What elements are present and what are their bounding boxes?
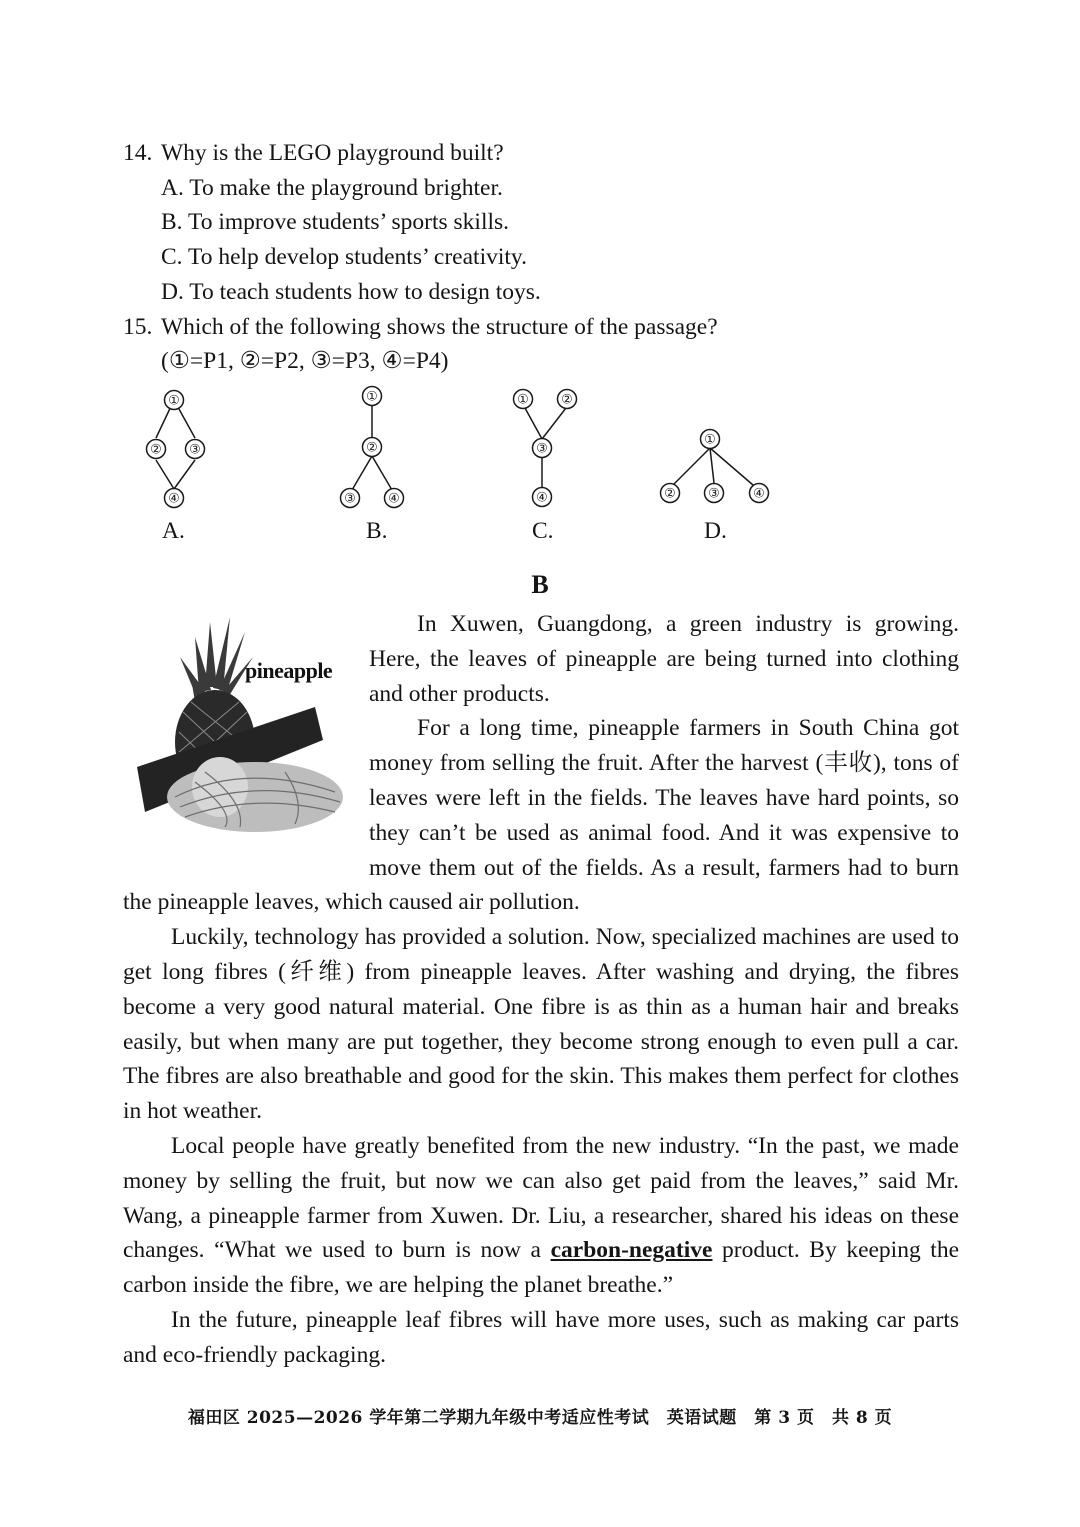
diagram-label-b: B.: [366, 518, 388, 544]
node-4: [533, 488, 552, 507]
question-15-stem: 15. Which of the following shows the structure of the passage?: [123, 313, 718, 340]
node-1: [514, 390, 533, 409]
svg-text:④: ④: [753, 486, 765, 502]
svg-text:①: ①: [704, 432, 716, 448]
svg-text:②: ②: [150, 442, 162, 458]
article-paragraph-4: Local people have greatly benefited from the new industry. “In the past, we made money by selling the fruit, but now we can also get paid from the leaves,” said Mr. Wang, a pineapple farmer from Xuwen. Dr. Liu, a researcher, shared his ideas on these changes. “What we used to burn is now a carbon-negative product. By keeping the carbon inside the fibre, we are helping the planet breathe.”: [123, 1132, 960, 1299]
node-2: [661, 484, 680, 503]
node-1: [701, 430, 720, 449]
node-4: [385, 489, 404, 508]
keyword-carbon-negative: carbon-negative: [550, 1237, 713, 1264]
article-paragraph-2: For a long time, pineapple farmers in South China got money from selling the fruit. After the harvest (丰收), tons of leaves were left in the fields. The leaves have hard points, so they can’t be used as animal food. And it was expensive to move them out of the fields. As a result, farmers had to burn the pineapple leaves, which caused air pollution.: [123, 715, 959, 916]
node-2: [558, 390, 577, 409]
node-1: [363, 387, 382, 406]
option-14-c: C. To help develop students’ creativity.: [161, 244, 528, 271]
svg-text:④: ④: [168, 491, 180, 507]
article-b: [123, 607, 959, 1373]
section-title: B: [531, 570, 549, 599]
node-3: [341, 489, 360, 508]
node-2: [147, 440, 166, 459]
structure-diagram-a: [140, 386, 215, 511]
article-paragraph-5: In the future, pineapple leaf fibres will have more uses, such as making car parts and eco-friendly packaging.: [123, 1306, 959, 1368]
svg-text:①: ①: [517, 392, 529, 408]
diagram-label-d: D.: [704, 518, 727, 544]
option-14-a: A. To make the playground brighter.: [161, 174, 503, 201]
svg-text:④: ④: [536, 490, 548, 506]
svg-text:②: ②: [561, 392, 573, 408]
node-2: [363, 438, 382, 457]
question-block: [123, 136, 973, 379]
option-14-d: D. To teach students how to design toys.: [161, 278, 541, 305]
svg-text:②: ②: [664, 486, 676, 502]
diagram-label-a: A.: [162, 518, 185, 544]
page-footer: 福田区 2025—2026 学年第二学期九年级中考适应性考试 英语试题 第 3 页 共 8 页: [187, 1408, 893, 1428]
svg-text:①: ①: [366, 389, 378, 405]
option-14-b: B. To improve students’ sports skills.: [161, 209, 510, 236]
node-4: [165, 489, 184, 508]
structure-diagram-c: [500, 386, 585, 511]
svg-text:④: ④: [388, 491, 400, 507]
article-paragraph-1: In Xuwen, Guangdong, a green industry is growing. Here, the leaves of pineapple are being turned into clothing and other products.: [369, 611, 959, 707]
node-1: [165, 391, 184, 410]
node-3: [705, 484, 724, 503]
diagram-label-c: C.: [532, 518, 554, 544]
structure-diagram-b: [330, 386, 415, 511]
svg-text:③: ③: [708, 486, 720, 502]
svg-text:①: ①: [168, 393, 180, 409]
svg-text:②: ②: [366, 440, 378, 456]
svg-text:③: ③: [344, 491, 356, 507]
svg-text:③: ③: [536, 441, 548, 457]
question-14-stem: 14. Why is the LEGO playground built?: [123, 140, 504, 166]
structure-diagram-d: [655, 422, 775, 512]
question-15-note: (①=P1, ②=P2, ③=P3, ④=P4): [161, 348, 449, 375]
node-3: [533, 439, 552, 458]
pineapple-caption: pineapple: [245, 658, 333, 683]
node-4: [750, 484, 769, 503]
article-paragraph-3: Luckily, technology has provided a solution. Now, specialized machines are used to get long fibres (纤维) from pineapple leaves. After washing and drying, the fibres become a very good natural material. One fibre is as thin as a human hair and breaks easily, but when many are put together, they become strong enough to even pull a car. The fibres are also breathable and good for the skin. This makes them perfect for clothes in hot weather.: [123, 924, 959, 1125]
node-3: [186, 440, 205, 459]
svg-text:③: ③: [189, 442, 201, 458]
